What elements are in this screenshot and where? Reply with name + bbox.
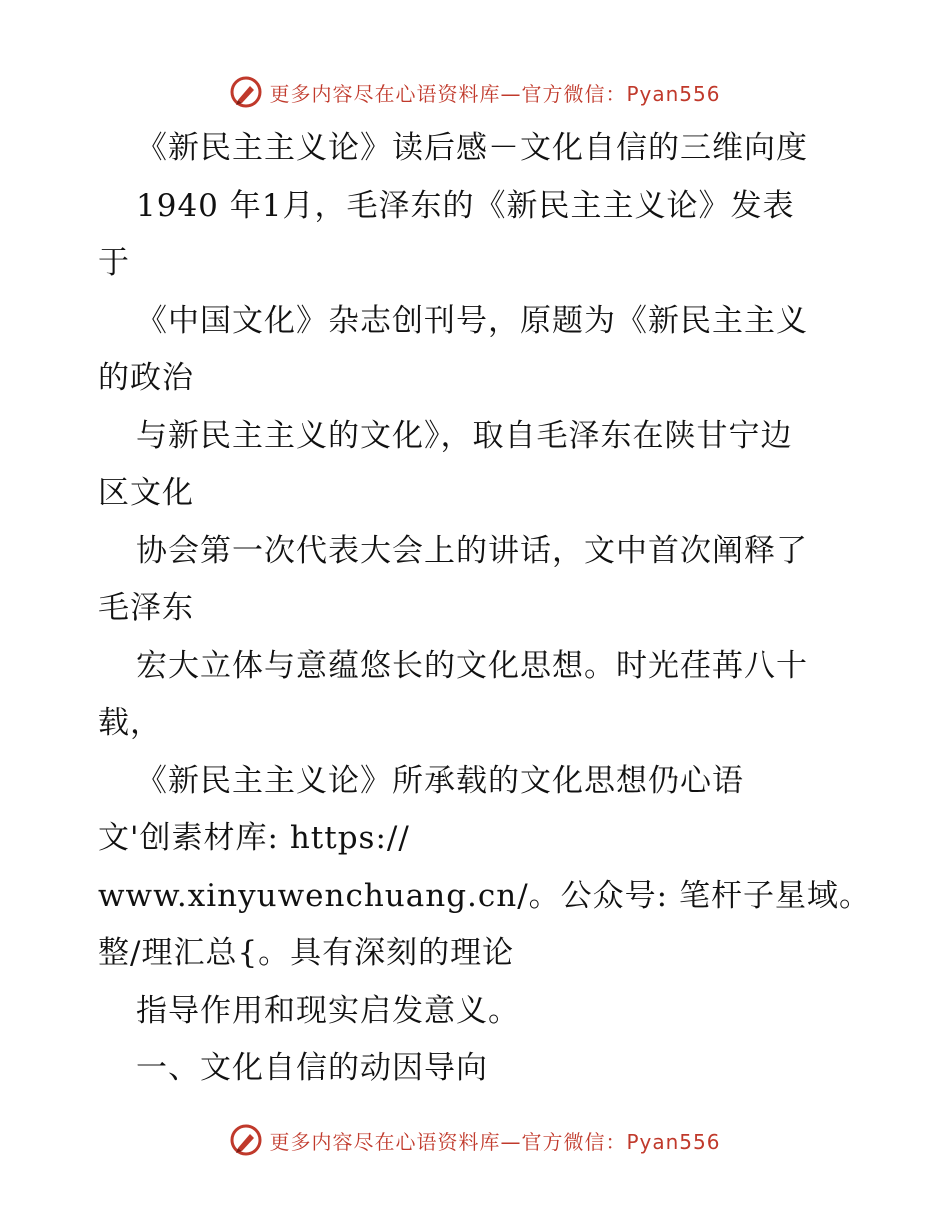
- footer-banner[interactable]: [0, 1120, 950, 1160]
- paragraph-line: 1940 年1月，毛泽东的《新民主主义论》发表: [136, 187, 795, 224]
- paragraph-line: 的政治: [98, 360, 194, 396]
- paragraph-line: 载，: [98, 705, 162, 741]
- footer-banner-text: 更多内容尽在心语资料库—官方微信：Pyan556: [269, 1129, 721, 1154]
- paragraph-line: 《中国文化》杂志创刊号，原题为《新民主主义: [136, 302, 808, 339]
- paragraph-line: 整/理汇总{。具有深刻的理论: [98, 935, 515, 971]
- section-heading: 一、文化自信的动因导向: [136, 1050, 488, 1086]
- paragraph-line: 协会第一次代表大会上的讲话，文中首次阐释了: [136, 532, 808, 569]
- watermark-line: 文'创素材库: https://: [98, 820, 410, 856]
- header-banner[interactable]: [0, 72, 950, 112]
- document-title: 《新民主主义论》读后感－文化自信的三维向度: [136, 130, 808, 166]
- paragraph-line: 指导作用和现实启发意义。: [136, 992, 520, 1029]
- paragraph-line: 与新民主主义的文化》，取自毛泽东在陕甘宁边: [136, 417, 793, 454]
- paragraph-line: 于: [98, 245, 130, 281]
- paragraph-line: 区文化: [98, 475, 194, 511]
- watermark-url-line: www.xinyuwenchuang.cn/。公众号: 笔杆子星域。: [98, 877, 871, 914]
- paragraph-line: 《新民主主义论》所承载的文化思想仍心语: [136, 762, 744, 799]
- paragraph-line: 毛泽东: [98, 590, 194, 626]
- document-body: [98, 120, 871, 1098]
- paragraph-line: 宏大立体与意蕴悠长的文化思想。时光荏苒八十: [136, 647, 808, 684]
- pen-logo-icon: [229, 75, 263, 109]
- header-banner-text: 更多内容尽在心语资料库—官方微信：Pyan556: [269, 81, 721, 106]
- pen-logo-icon: [229, 1123, 263, 1157]
